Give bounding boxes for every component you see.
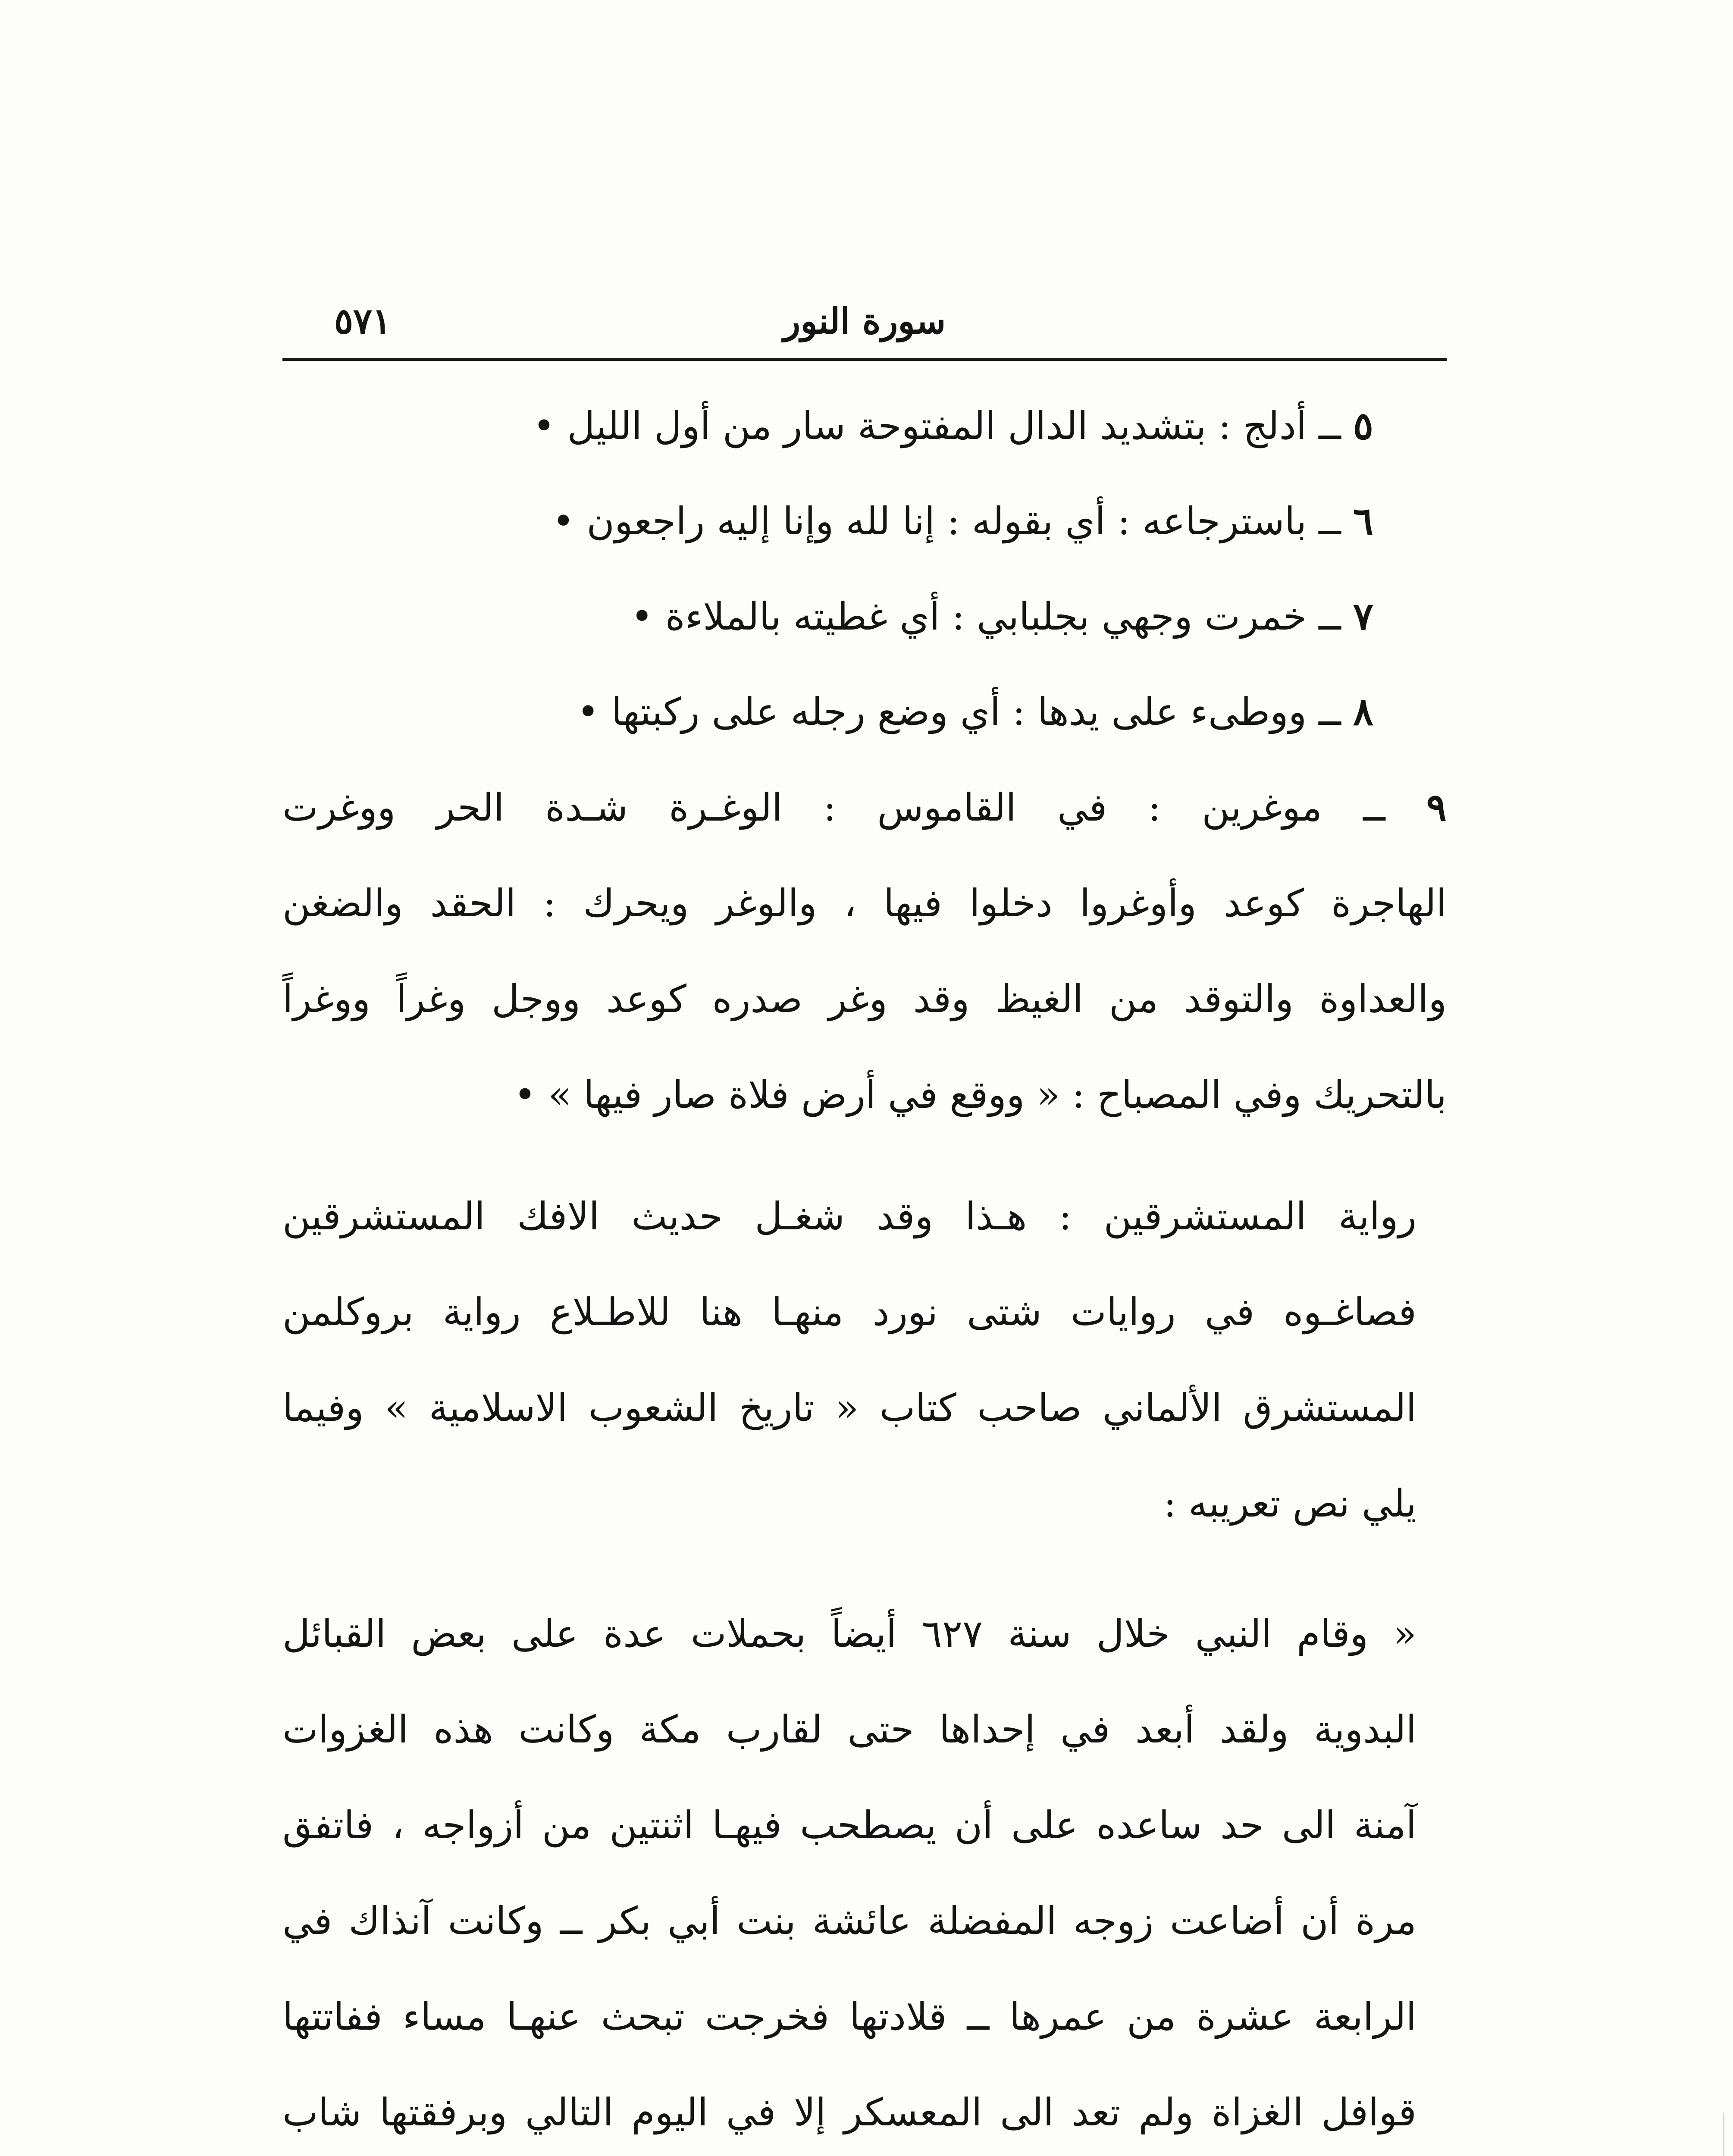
footnote-number: ٧ bbox=[1353, 594, 1373, 639]
text-line: « وقام النبي خلال سنة ٦٢٧ أيضاً بحملات عدة على بعض القبائل bbox=[282, 1611, 1416, 1656]
footnote-text: ــ خمرت وجهي بجلبابي : أي غطيته بالملاءة • bbox=[630, 594, 1341, 639]
footnote-text: ــ ووطىء على يدها : أي وضع رجله على ركبتها • bbox=[577, 689, 1341, 734]
footnote-item bbox=[282, 664, 1447, 759]
text-line bbox=[282, 759, 1447, 856]
footnote-item-long bbox=[282, 759, 1447, 1143]
footnote-item bbox=[282, 569, 1447, 664]
text-line: قوافل الغزاة ولم تعد الى المعسكر إلا في اليوم التالي وبرفقتها شاب bbox=[282, 2090, 1417, 2134]
text-line: البدوية ولقد أبعد في إحداها حتى لقارب مكة وكانت هذه الغزوات bbox=[282, 1707, 1416, 1752]
running-header bbox=[282, 285, 1447, 361]
footnotes bbox=[282, 378, 1447, 1143]
footnote-number: ٩ bbox=[1426, 785, 1447, 830]
section-orientalists bbox=[282, 1169, 1447, 1551]
footnote-item bbox=[282, 378, 1447, 473]
page-title: سورة النور bbox=[783, 301, 946, 342]
text-line: فصاغـوه في روايات شتى نورد منهـا هنا للاطـلاع رواية بروكلمن bbox=[282, 1290, 1416, 1334]
text-line: الرابعة عشرة من عمرها ــ قلادتها فخرجت تبحث عنهـا مساء ففاتتها bbox=[282, 1994, 1416, 2039]
footnote-text: ــ موغرين : في القاموس : الوغـرة شـدة الحر ووغرت bbox=[282, 785, 1385, 830]
text-line: آمنة الى حد ساعده على أن يصطحب فيهـا اثنتين من أزواجه ، فاتفق bbox=[282, 1803, 1416, 1847]
text-line: المستشرق الألماني صاحب كتاب « تاريخ الشعوب الاسلامية » وفيما bbox=[282, 1385, 1416, 1430]
footnote-number: ٥ bbox=[1353, 403, 1373, 448]
text-line: والعداوة والتوقد من الغيظ وقد وغر صدره كوعد ووجل وغراً ووغراً bbox=[282, 977, 1447, 1021]
footnote-text: ــ أدلج : بتشديد الدال المفتوحة سار من أول الليل • bbox=[533, 404, 1341, 448]
page-content bbox=[282, 285, 1447, 2156]
text-line: رواية المستشرقين : هـذا وقد شغـل حديث الافك المستشرقين bbox=[282, 1194, 1416, 1238]
page-edge-shadow bbox=[1723, 2113, 1724, 2156]
text-line: مرة أن أضاعت زوجه المفضلة عائشة بنت أبي بكر ــ وكانت آنذاك في bbox=[282, 1899, 1416, 1943]
footnote-number: ٦ bbox=[1353, 498, 1373, 543]
footnote-item bbox=[282, 473, 1447, 569]
footnote-number: ٨ bbox=[1353, 689, 1373, 734]
footnote-text: ــ باسترجاعه : أي بقوله : إنا لله وإنا إليه راجعون • bbox=[552, 499, 1341, 543]
text-line: يلي نص تعريبه : bbox=[1163, 1481, 1416, 1526]
text-line: بالتحريك وفي المصباح : « ووقع في أرض فلاة صار فيها » • bbox=[514, 1072, 1447, 1117]
text-line: الهاجرة كوعد وأوغروا دخلوا فيها ، والوغر ويحرك : الحقد والضغن bbox=[282, 881, 1447, 925]
quoted-passage bbox=[282, 1586, 1447, 2156]
page-number: ٥٧١ bbox=[334, 301, 392, 342]
